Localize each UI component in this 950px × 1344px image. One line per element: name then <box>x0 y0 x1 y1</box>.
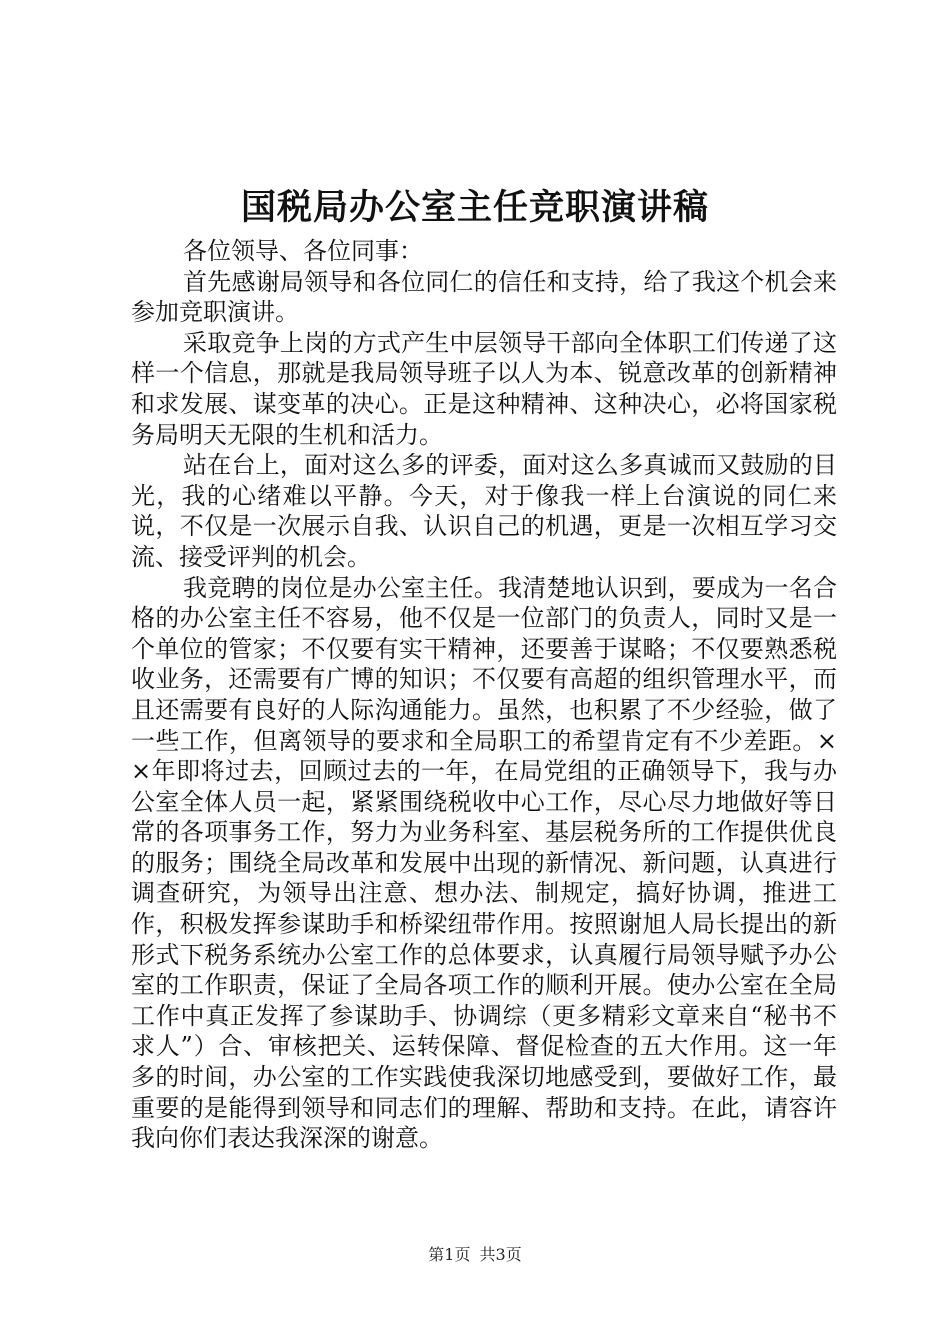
paragraph: 站在台上，面对这么多的评委，面对这么多真诚而又鼓励的目光，我的心绪难以平静。今天，对于像我一样上台演说的同仁来说，不仅是一次展示自我、认识自己的机遇，更是一次相互学习交流、接受评判的机会。 <box>131 451 837 571</box>
paragraph: 首先感谢局领导和各位同仁的信任和支持，给了我这个机会来参加竞职演讲。 <box>131 267 837 327</box>
paragraph-greeting: 各位领导、各位同事： <box>183 237 423 265</box>
page-footer <box>0 1244 950 1266</box>
paragraph: 我竞聘的岗位是办公室主任。我清楚地认识到，要成为一名合格的办公室主任不容易，他不仅是一位部门的负责人，同时又是一个单位的管家；不仅要有实干精神，还要善于谋略；不仅要熟悉税收业务，还需要有广博的知识；不仅要有高超的组织管理水平，而且还需要有良好的人际沟通能力。虽然，也积累了不少经验，做了一些工作，但离领导的要求和全局职工的希望肯定有不少差距。××年即将过去，回顾过去的一年，在局党组的正确领导下，我与办公室全体人员一起，紧紧围绕税收中心工作，尽心尽力地做好等日常的各项事务工作，努力为业务科室、基层税务所的工作提供优良的服务；围绕全局改革和发展中出现的新情况、新问题，认真进行调查研究，为领导出注意、想办法、制规定，搞好协调，推进工作，积极发挥参谋助手和桥梁纽带作用。按照谢旭人局长提出的新形式下税务系统办公室工作的总体要求，认真履行局领导赋予办公室的工作职责，保证了全局各项工作的顺利开展。使办公室在全局工作中真正发挥了参谋助手、协调综（更多精彩文章来自“秘书不求人”）合、审核把关、运转保障、督促检查的五大作用。这一年多的时间，办公室的工作实践使我深切地感受到，要做好工作，最重要的是能得到领导和同志们的理解、帮助和支持。在此，请容许我向你们表达我深深的谢意。 <box>131 573 837 1153</box>
paragraph: 采取竞争上岗的方式产生中层领导干部向全体职工们传递了这样一个信息，那就是我局领导班子以人为本、锐意改革的创新精神和求发展、谋变革的决心。正是这种精神、这种决心，必将国家税务局明天无限的生机和活力。 <box>131 328 837 449</box>
page-number: 第1页 <box>428 1245 471 1264</box>
document-title: 国税局办公室主任竞职演讲稿 <box>240 187 709 228</box>
document-body <box>131 236 837 1154</box>
page-total: 共3页 <box>479 1245 522 1264</box>
